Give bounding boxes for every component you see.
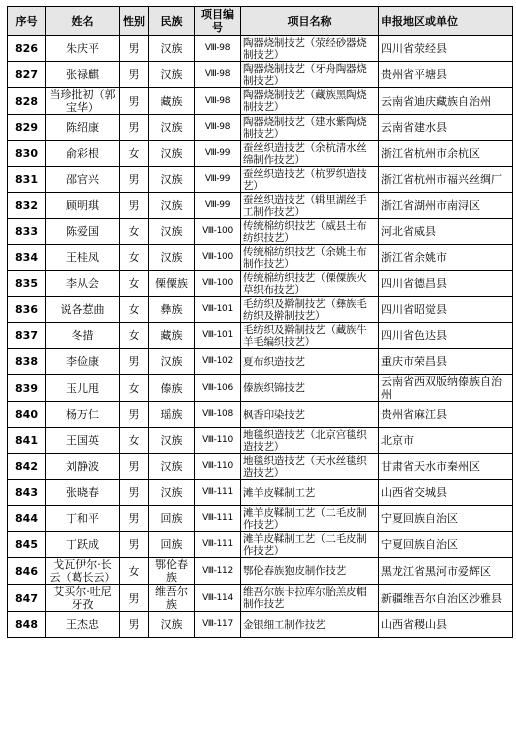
table-row xyxy=(8,402,513,428)
cell-name: 刘静波 xyxy=(46,454,120,480)
table-row xyxy=(8,612,513,638)
cell-code: Ⅷ-101 xyxy=(195,297,241,323)
cell-name: 丁和平 xyxy=(46,506,120,532)
cell-seq: 833 xyxy=(8,219,46,245)
cell-region: 云南省迪庆藏族自治州 xyxy=(379,88,513,115)
cell-code: Ⅷ-98 xyxy=(195,36,241,62)
cell-gender: 女 xyxy=(120,219,149,245)
cell-ethnicity: 藏族 xyxy=(149,323,195,349)
cell-project: 维吾尔族卡拉库尔胎羔皮帽制作技艺 xyxy=(241,585,379,612)
cell-code: Ⅷ-98 xyxy=(195,115,241,141)
cell-name: 王国英 xyxy=(46,428,120,454)
cell-seq: 840 xyxy=(8,402,46,428)
cell-region: 北京市 xyxy=(379,428,513,454)
cell-gender: 男 xyxy=(120,349,149,375)
cell-gender: 男 xyxy=(120,193,149,219)
cell-name: 玉儿甩 xyxy=(46,375,120,402)
cell-name: 王杰忠 xyxy=(46,612,120,638)
cell-ethnicity: 瑶族 xyxy=(149,402,195,428)
header-name: 姓名 xyxy=(46,7,120,36)
cell-region: 贵州省麻江县 xyxy=(379,402,513,428)
cell-ethnicity: 傣族 xyxy=(149,375,195,402)
cell-ethnicity: 汉族 xyxy=(149,480,195,506)
cell-code: Ⅷ-99 xyxy=(195,193,241,219)
cell-gender: 男 xyxy=(120,167,149,193)
cell-gender: 男 xyxy=(120,612,149,638)
cell-code: Ⅷ-112 xyxy=(195,558,241,585)
header-ethnicity: 民族 xyxy=(149,7,195,36)
cell-name: 戈瓦伊尔·长云（葛长云） xyxy=(46,558,120,585)
cell-code: Ⅷ-101 xyxy=(195,323,241,349)
cell-ethnicity: 汉族 xyxy=(149,141,195,167)
cell-gender: 女 xyxy=(120,558,149,585)
cell-name: 艾买尔·吐尼牙孜 xyxy=(46,585,120,612)
cell-region: 浙江省杭州市余杭区 xyxy=(379,141,513,167)
cell-seq: 848 xyxy=(8,612,46,638)
table-row xyxy=(8,36,513,62)
cell-code: Ⅷ-100 xyxy=(195,245,241,271)
cell-seq: 846 xyxy=(8,558,46,585)
cell-ethnicity: 汉族 xyxy=(149,219,195,245)
table-body xyxy=(8,36,513,638)
cell-seq: 829 xyxy=(8,115,46,141)
cell-seq: 838 xyxy=(8,349,46,375)
cell-region: 重庆市荣昌县 xyxy=(379,349,513,375)
cell-region: 四川省色达县 xyxy=(379,323,513,349)
cell-gender: 男 xyxy=(120,454,149,480)
cell-ethnicity: 汉族 xyxy=(149,115,195,141)
cell-gender: 女 xyxy=(120,428,149,454)
cell-seq: 834 xyxy=(8,245,46,271)
cell-gender: 女 xyxy=(120,245,149,271)
cell-gender: 男 xyxy=(120,36,149,62)
cell-project: 滩羊皮鞣制工艺（二毛皮制作技艺） xyxy=(241,532,379,558)
cell-project: 传统棉纺织技艺（傈僳族火草织布技艺） xyxy=(241,271,379,297)
cell-seq: 827 xyxy=(8,62,46,88)
cell-seq: 826 xyxy=(8,36,46,62)
cell-gender: 男 xyxy=(120,402,149,428)
header-project: 项目名称 xyxy=(241,7,379,36)
table-row xyxy=(8,193,513,219)
cell-project: 毛纺织及擀制技艺（藏族牛羊毛编织技艺） xyxy=(241,323,379,349)
cell-code: Ⅷ-114 xyxy=(195,585,241,612)
cell-seq: 841 xyxy=(8,428,46,454)
cell-project: 陶器烧制技艺（藏族黑陶烧制技艺） xyxy=(241,88,379,115)
cell-region: 四川省昭觉县 xyxy=(379,297,513,323)
cell-ethnicity: 汉族 xyxy=(149,349,195,375)
header-region: 申报地区或单位 xyxy=(379,7,513,36)
cell-ethnicity: 汉族 xyxy=(149,454,195,480)
table-row xyxy=(8,141,513,167)
cell-project: 蚕丝织造技艺（杭罗织造技艺） xyxy=(241,167,379,193)
cell-region: 山西省稷山县 xyxy=(379,612,513,638)
cell-seq: 843 xyxy=(8,480,46,506)
inheritor-table xyxy=(7,6,513,638)
table-row xyxy=(8,349,513,375)
cell-ethnicity: 藏族 xyxy=(149,88,195,115)
cell-name: 李从会 xyxy=(46,271,120,297)
cell-code: Ⅷ-110 xyxy=(195,428,241,454)
cell-name: 朱庆平 xyxy=(46,36,120,62)
cell-code: Ⅷ-117 xyxy=(195,612,241,638)
table-row xyxy=(8,323,513,349)
cell-project: 傣族织锦技艺 xyxy=(241,375,379,402)
cell-ethnicity: 维吾尔族 xyxy=(149,585,195,612)
cell-code: Ⅷ-100 xyxy=(195,219,241,245)
cell-project: 陶器烧制技艺（牙舟陶器烧制技艺） xyxy=(241,62,379,88)
table-row xyxy=(8,297,513,323)
cell-code: Ⅷ-100 xyxy=(195,271,241,297)
table-row xyxy=(8,558,513,585)
cell-name: 俞彩根 xyxy=(46,141,120,167)
table-row xyxy=(8,62,513,88)
cell-code: Ⅷ-110 xyxy=(195,454,241,480)
cell-region: 浙江省杭州市福兴丝绸厂 xyxy=(379,167,513,193)
table-row xyxy=(8,245,513,271)
heritage-inheritor-table-page xyxy=(7,6,512,638)
cell-ethnicity: 汉族 xyxy=(149,167,195,193)
cell-name: 张禄麒 xyxy=(46,62,120,88)
cell-code: Ⅷ-99 xyxy=(195,167,241,193)
cell-seq: 839 xyxy=(8,375,46,402)
cell-name: 王桂凤 xyxy=(46,245,120,271)
cell-region: 贵州省平塘县 xyxy=(379,62,513,88)
cell-code: Ⅷ-106 xyxy=(195,375,241,402)
cell-name: 杨万仁 xyxy=(46,402,120,428)
cell-ethnicity: 汉族 xyxy=(149,612,195,638)
cell-gender: 女 xyxy=(120,297,149,323)
cell-region: 新疆维吾尔自治区沙雅县 xyxy=(379,585,513,612)
table-row xyxy=(8,115,513,141)
table-row xyxy=(8,375,513,402)
cell-region: 云南省西双版纳傣族自治州 xyxy=(379,375,513,402)
table-row xyxy=(8,219,513,245)
cell-gender: 男 xyxy=(120,88,149,115)
cell-name: 冬措 xyxy=(46,323,120,349)
cell-project: 传统棉纺织技艺（余姚土布制作技艺） xyxy=(241,245,379,271)
cell-name: 邵官兴 xyxy=(46,167,120,193)
cell-code: Ⅷ-99 xyxy=(195,141,241,167)
cell-project: 传统棉纺织技艺（威县土布纺织技艺） xyxy=(241,219,379,245)
cell-gender: 男 xyxy=(120,506,149,532)
table-row xyxy=(8,585,513,612)
cell-name: 说各惹曲 xyxy=(46,297,120,323)
cell-ethnicity: 傈僳族 xyxy=(149,271,195,297)
cell-gender: 男 xyxy=(120,115,149,141)
cell-seq: 844 xyxy=(8,506,46,532)
cell-gender: 女 xyxy=(120,323,149,349)
cell-project: 鄂伦春族狍皮制作技艺 xyxy=(241,558,379,585)
table-row xyxy=(8,88,513,115)
cell-name: 丁跃成 xyxy=(46,532,120,558)
cell-gender: 女 xyxy=(120,141,149,167)
table-row xyxy=(8,454,513,480)
cell-name: 陈绍康 xyxy=(46,115,120,141)
cell-gender: 男 xyxy=(120,532,149,558)
cell-gender: 男 xyxy=(120,585,149,612)
cell-region: 云南省建水县 xyxy=(379,115,513,141)
cell-project: 滩羊皮鞣制工艺 xyxy=(241,480,379,506)
cell-project: 夏布织造技艺 xyxy=(241,349,379,375)
table-row xyxy=(8,506,513,532)
cell-region: 山西省交城县 xyxy=(379,480,513,506)
cell-seq: 828 xyxy=(8,88,46,115)
cell-seq: 830 xyxy=(8,141,46,167)
table-row xyxy=(8,532,513,558)
cell-seq: 835 xyxy=(8,271,46,297)
cell-seq: 832 xyxy=(8,193,46,219)
cell-project: 枫香印染技艺 xyxy=(241,402,379,428)
cell-gender: 女 xyxy=(120,375,149,402)
cell-project: 蚕丝织造技艺（辑里湖丝手工制作技艺） xyxy=(241,193,379,219)
cell-region: 甘肃省天水市秦州区 xyxy=(379,454,513,480)
cell-code: Ⅷ-98 xyxy=(195,88,241,115)
cell-seq: 836 xyxy=(8,297,46,323)
header-gender: 性别 xyxy=(120,7,149,36)
cell-ethnicity: 汉族 xyxy=(149,193,195,219)
cell-code: Ⅷ-111 xyxy=(195,506,241,532)
table-row xyxy=(8,167,513,193)
cell-gender: 女 xyxy=(120,271,149,297)
table-header-row xyxy=(8,7,513,36)
table-row xyxy=(8,428,513,454)
cell-region: 黑龙江省黑河市爱辉区 xyxy=(379,558,513,585)
cell-name: 陈爱国 xyxy=(46,219,120,245)
cell-region: 四川省荥经县 xyxy=(379,36,513,62)
cell-region: 宁夏回族自治区 xyxy=(379,532,513,558)
cell-code: Ⅷ-98 xyxy=(195,62,241,88)
cell-project: 地毯织造技艺（天水丝毯织造技艺） xyxy=(241,454,379,480)
cell-code: Ⅷ-102 xyxy=(195,349,241,375)
cell-code: Ⅷ-111 xyxy=(195,532,241,558)
cell-project: 陶器烧制技艺（建水紫陶烧制技艺） xyxy=(241,115,379,141)
cell-ethnicity: 回族 xyxy=(149,532,195,558)
cell-project: 滩羊皮鞣制工艺（二毛皮制作技艺） xyxy=(241,506,379,532)
cell-gender: 男 xyxy=(120,480,149,506)
cell-project: 金银细工制作技艺 xyxy=(241,612,379,638)
cell-region: 浙江省余姚市 xyxy=(379,245,513,271)
cell-name: 张晓春 xyxy=(46,480,120,506)
cell-ethnicity: 汉族 xyxy=(149,428,195,454)
cell-region: 四川省德昌县 xyxy=(379,271,513,297)
cell-project: 陶器烧制技艺（荥经砂器烧制技艺） xyxy=(241,36,379,62)
cell-seq: 845 xyxy=(8,532,46,558)
cell-project: 蚕丝织造技艺（余杭清水丝绵制作技艺） xyxy=(241,141,379,167)
header-code: 项目编号 xyxy=(195,7,241,36)
cell-ethnicity: 回族 xyxy=(149,506,195,532)
cell-region: 宁夏回族自治区 xyxy=(379,506,513,532)
cell-name: 李俭康 xyxy=(46,349,120,375)
cell-name: 当珍批初（郭宝华） xyxy=(46,88,120,115)
cell-seq: 847 xyxy=(8,585,46,612)
cell-region: 浙江省湖州市南浔区 xyxy=(379,193,513,219)
cell-ethnicity: 汉族 xyxy=(149,62,195,88)
cell-code: Ⅷ-111 xyxy=(195,480,241,506)
header-seq: 序号 xyxy=(8,7,46,36)
cell-seq: 831 xyxy=(8,167,46,193)
cell-project: 地毯织造技艺（北京宫毯织造技艺） xyxy=(241,428,379,454)
cell-ethnicity: 汉族 xyxy=(149,245,195,271)
table-row xyxy=(8,271,513,297)
cell-seq: 837 xyxy=(8,323,46,349)
cell-ethnicity: 汉族 xyxy=(149,36,195,62)
cell-gender: 男 xyxy=(120,62,149,88)
cell-seq: 842 xyxy=(8,454,46,480)
cell-name: 顾明琪 xyxy=(46,193,120,219)
table-row xyxy=(8,480,513,506)
cell-ethnicity: 鄂伦春族 xyxy=(149,558,195,585)
cell-ethnicity: 彝族 xyxy=(149,297,195,323)
cell-region: 河北省威县 xyxy=(379,219,513,245)
cell-code: Ⅷ-108 xyxy=(195,402,241,428)
cell-project: 毛纺织及擀制技艺（彝族毛纺织及擀制技艺） xyxy=(241,297,379,323)
